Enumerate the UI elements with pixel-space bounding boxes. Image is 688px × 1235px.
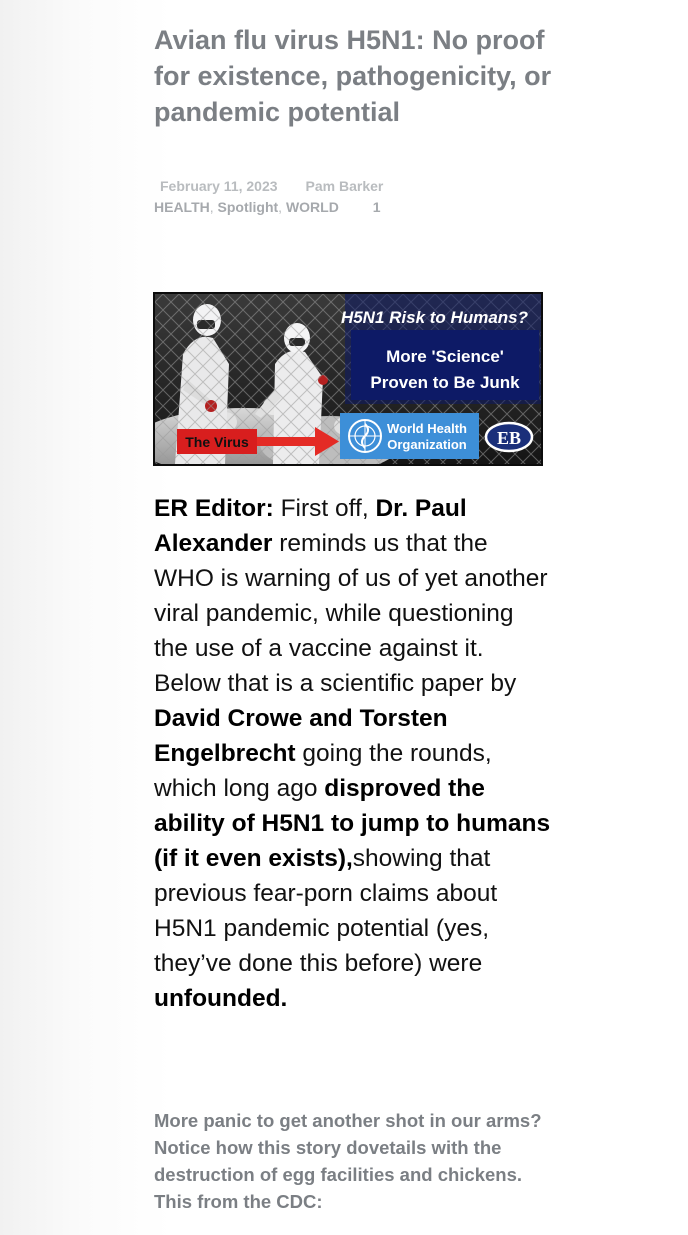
who-name-line2: Organization xyxy=(387,437,467,452)
category-separator: , xyxy=(278,199,283,215)
category-link-world[interactable]: WORLD xyxy=(285,199,339,215)
eb-logo xyxy=(486,423,532,451)
followup-paragraph: More panic to get another shot in our arms? Notice how this story dovetails with the destruction of egg facilities and chickens. This from the CDC: xyxy=(154,1110,542,1212)
hero-headline: H5N1 Risk to Humans? xyxy=(340,308,528,327)
category-separator: , xyxy=(209,199,214,215)
article-meta xyxy=(154,174,554,216)
highlight-disproved-claim: disproved the ability of H5N1 to jump to humans (if it even exists), xyxy=(154,775,551,872)
article-header xyxy=(154,22,554,216)
post-date[interactable]: February 11, 2023 xyxy=(160,178,278,194)
body-text-run: going the rounds, which long ago xyxy=(154,740,492,802)
editor-note-paragraph xyxy=(154,491,554,1016)
post-author[interactable]: Pam Barker xyxy=(305,178,384,194)
body-text-run: showing that previous fear-porn claims about H5N1 pandemic potential (yes, they’ve done this before) were xyxy=(154,845,498,977)
hero-graphic xyxy=(155,294,541,464)
body-text-run: First off, xyxy=(273,495,376,522)
comment-count-link[interactable]: 1 xyxy=(372,199,381,215)
who-name-line1: World Health xyxy=(387,421,467,436)
category-link-spotlight[interactable]: Spotlight xyxy=(217,199,279,215)
highlight-unfounded: unfounded. xyxy=(154,985,288,1012)
virus-label: The Virus xyxy=(185,434,249,450)
category-link-health[interactable]: HEALTH xyxy=(154,199,210,215)
who-emblem-icon xyxy=(349,420,381,452)
hero-subhead-line1: More 'Science' xyxy=(386,347,504,366)
eb-logo-text: EB xyxy=(496,428,522,448)
article-title[interactable]: Avian flu virus H5N1: No proof for existence, pathogenicity, or pandemic potential xyxy=(154,25,552,127)
meta-row-categories xyxy=(154,198,554,216)
meta-row-date-author xyxy=(154,174,554,198)
highlight-paper-authors: David Crowe and Torsten Engelbrecht xyxy=(154,705,448,767)
hero-subhead-line2: Proven to Be Junk xyxy=(370,373,520,392)
hero-image xyxy=(153,292,543,466)
highlight-dr-paul-alexander: Dr. Paul Alexander xyxy=(154,495,467,557)
editor-label: ER Editor: xyxy=(154,495,274,522)
body-text-run: reminds us that the WHO is warning of us of yet another viral pandemic, while questioning the use of a vaccine against it. Below that is a scientific paper by xyxy=(154,530,548,697)
